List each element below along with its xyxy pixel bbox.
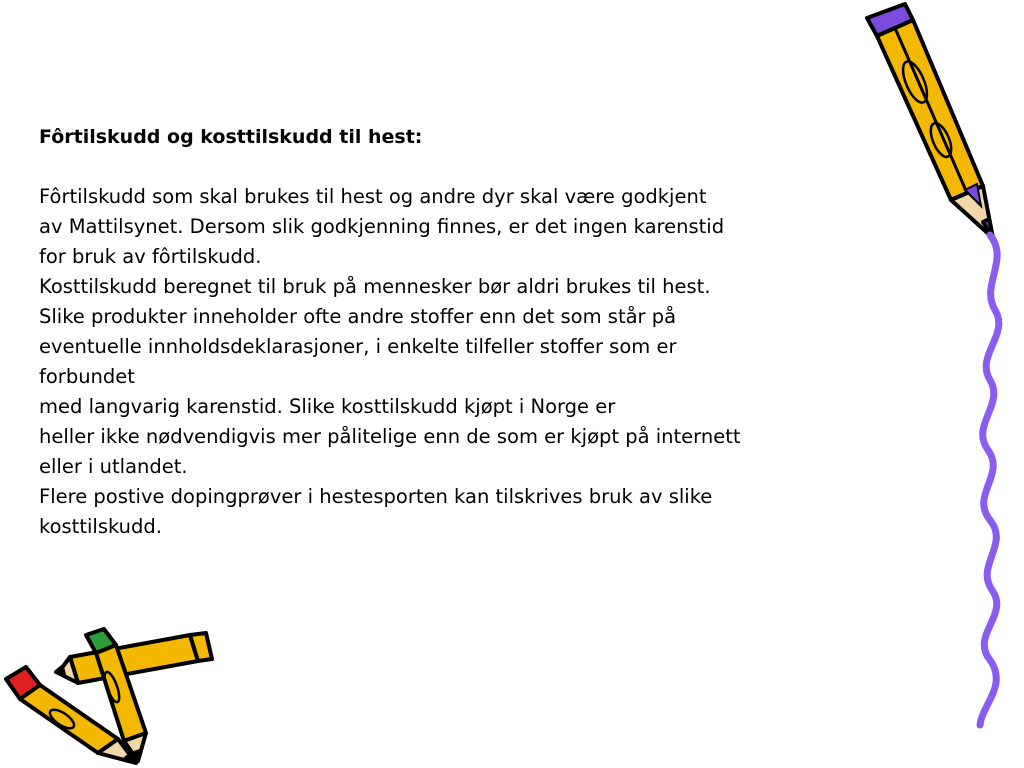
squiggle-line-icon [940,230,1024,730]
text-block [39,122,909,542]
body-line: eller i utlandet. [39,455,188,478]
crossed-pencils-icon [0,615,215,768]
body-line: Kosttilskudd beregnet til bruk på mennesker bør aldri brukes til hest. [39,275,711,298]
body-line: Flere postive dopingprøver i hestesporten kan tilskrives bruk av slike [39,485,713,508]
body-line: eventuelle innholdsdeklarasjoner, i enkelte tilfeller stoffer som er [39,335,677,358]
body-line: for bruk av fôrtilskudd. [39,245,262,268]
body-line: kosttilskudd. [39,515,162,538]
spacer [39,152,909,182]
body-line: Slike produkter inneholder ofte andre stoffer enn det som står på [39,305,677,328]
body-line: av Mattilsynet. Dersom slik godkjenning finnes, er det ingen karenstid [39,215,725,238]
body-line: forbundet [39,365,135,388]
body-line: Fôrtilskudd som skal brukes til hest og andre dyr skal være godkjent [39,185,707,208]
body-line: med langvarig karenstid. Slike kosttilskudd kjøpt i Norge er [39,395,616,418]
pencil-icon [855,0,1015,245]
slide-heading: Fôrtilskudd og kosttilskudd til hest: [39,126,423,148]
body-line: heller ikke nødvendigvis mer pålitelige enn de som er kjøpt på internett [39,425,741,448]
